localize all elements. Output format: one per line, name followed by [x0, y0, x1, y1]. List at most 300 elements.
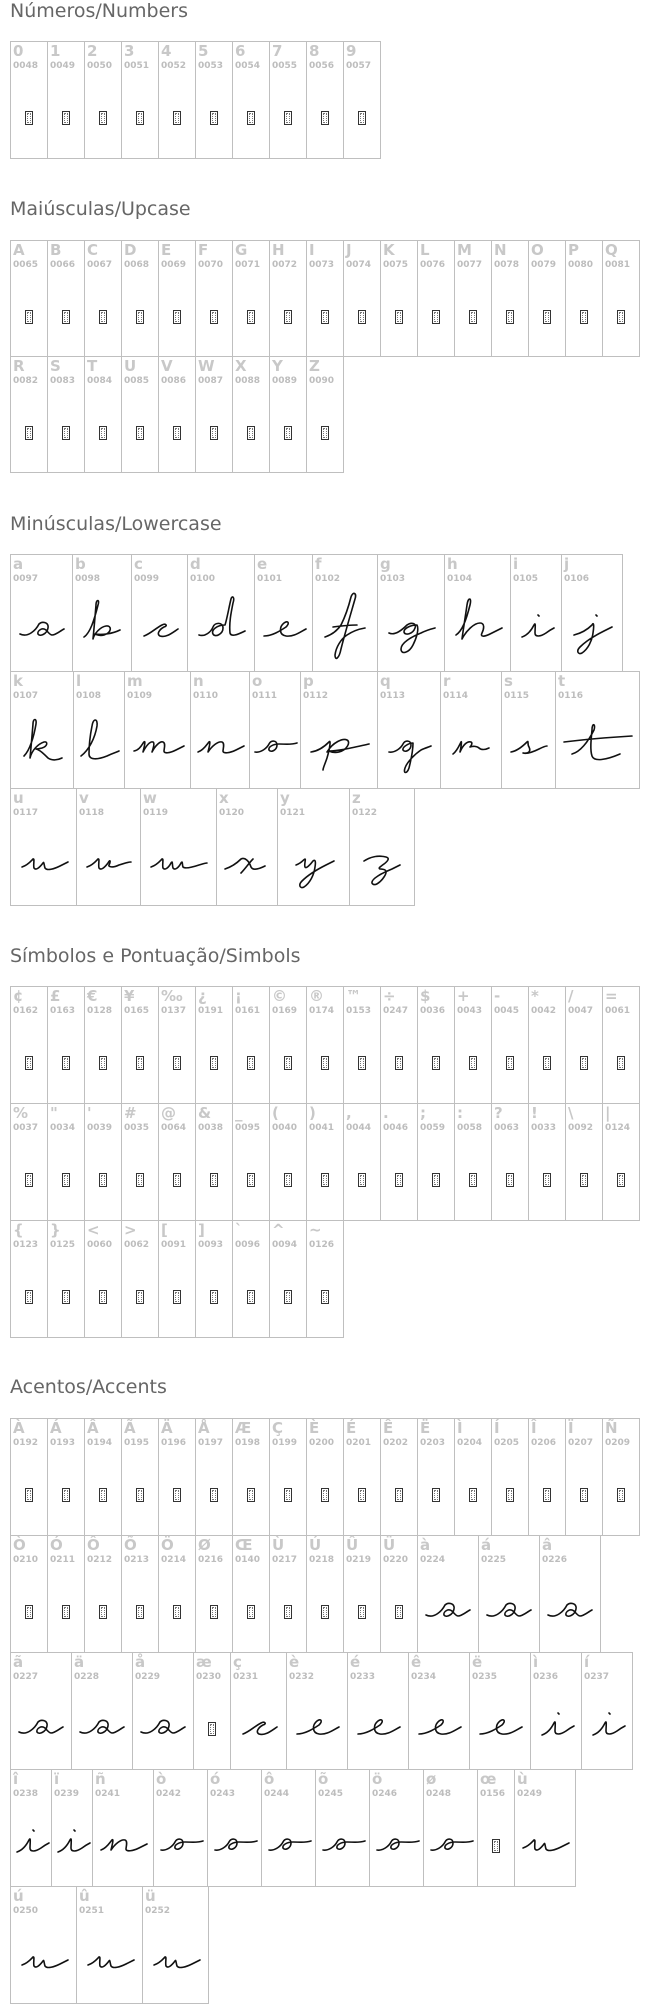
glyph-cell[interactable] — [84, 1220, 122, 1338]
glyph-cell[interactable] — [10, 1418, 48, 1536]
glyph-cell[interactable] — [477, 1769, 515, 1887]
glyph-cell[interactable] — [84, 356, 122, 473]
glyph-cell[interactable] — [195, 1535, 233, 1653]
missing-glyph-box-icon — [358, 1173, 366, 1187]
char-code: 0251 — [79, 1906, 105, 1916]
missing-glyph-box-icon — [617, 1056, 625, 1070]
glyph-cell[interactable] — [190, 671, 250, 789]
char-code: 0231 — [233, 1672, 259, 1682]
glyph-cell[interactable] — [417, 986, 455, 1104]
char-label: Ò — [13, 1536, 26, 1554]
char-label: x — [219, 789, 229, 807]
glyph-cell[interactable] — [10, 240, 48, 357]
glyph-cell[interactable] — [47, 240, 85, 357]
glyph-cell[interactable] — [261, 1769, 316, 1887]
glyph-cell[interactable] — [232, 1220, 270, 1338]
glyph-cell[interactable] — [454, 1418, 492, 1536]
section-title: Minúsculas/Lowercase — [10, 513, 222, 535]
missing-glyph-box-icon — [543, 1056, 551, 1070]
glyph-cell[interactable] — [47, 1418, 85, 1536]
char-label: ø — [426, 1770, 437, 1788]
glyph-cell[interactable] — [158, 240, 196, 357]
char-code: 0128 — [87, 1006, 113, 1016]
missing-glyph-icon — [85, 1023, 121, 1103]
glyph-cell[interactable] — [269, 1103, 307, 1221]
glyph-cell[interactable] — [232, 986, 270, 1104]
glyph-cell[interactable] — [315, 1769, 370, 1887]
char-code: 0076 — [420, 260, 446, 270]
char-code: 0094 — [272, 1240, 298, 1250]
char-code: 0112 — [303, 691, 329, 701]
glyph-cell[interactable] — [349, 788, 415, 906]
glyph-cell[interactable] — [121, 1103, 159, 1221]
missing-glyph-icon — [122, 1140, 158, 1220]
missing-glyph-icon — [381, 1140, 417, 1220]
glyph-cell[interactable] — [312, 554, 378, 672]
char-code: 0081 — [605, 260, 631, 270]
char-label: ] — [198, 1221, 205, 1239]
glyph-cell[interactable] — [158, 1220, 196, 1338]
glyph-cell[interactable] — [124, 671, 191, 789]
glyph-cell[interactable] — [408, 1652, 470, 1770]
glyph-cell[interactable] — [132, 1652, 194, 1770]
glyph-cell[interactable] — [121, 356, 159, 473]
glyph-drawing — [479, 1582, 539, 1642]
missing-glyph-icon — [529, 277, 565, 356]
glyph-cell[interactable] — [343, 986, 381, 1104]
glyph-cell[interactable] — [380, 1535, 418, 1653]
glyph-cell[interactable] — [454, 1103, 492, 1221]
glyph-cell[interactable] — [207, 1769, 262, 1887]
glyph-cell[interactable] — [380, 1103, 418, 1221]
glyph-cell[interactable] — [380, 240, 418, 357]
glyph-cell[interactable] — [121, 1535, 159, 1653]
missing-glyph-icon — [48, 1023, 84, 1103]
glyph-cell[interactable] — [254, 554, 313, 672]
glyph-cell[interactable] — [491, 240, 529, 357]
char-label: Ï — [568, 1419, 574, 1437]
glyph-cell[interactable] — [510, 554, 562, 672]
glyph-cell[interactable] — [417, 240, 455, 357]
char-code: 0196 — [161, 1438, 187, 1448]
glyph-cell[interactable] — [343, 1418, 381, 1536]
char-label: | — [605, 1104, 611, 1122]
missing-glyph-box-icon — [25, 1290, 33, 1304]
char-label: O — [531, 241, 544, 259]
glyph-cell[interactable] — [444, 554, 511, 672]
glyph-cell[interactable] — [300, 671, 378, 789]
char-label: ë — [472, 1653, 483, 1671]
char-code: 0071 — [235, 260, 261, 270]
glyph-cell[interactable] — [269, 1220, 307, 1338]
glyph-cell[interactable] — [232, 41, 270, 159]
missing-glyph-box-icon — [210, 426, 218, 440]
glyph-cell[interactable] — [380, 986, 418, 1104]
glyph-cell[interactable] — [269, 1418, 307, 1536]
glyph-cell[interactable] — [306, 986, 344, 1104]
char-code: 0049 — [50, 61, 76, 71]
script-glyph-c — [231, 1689, 286, 1769]
glyph-cell[interactable] — [528, 240, 566, 357]
glyph-cell[interactable] — [269, 356, 307, 473]
glyph-cell[interactable] — [187, 554, 255, 672]
char-label: Ê — [383, 1419, 394, 1437]
glyph-cell[interactable] — [10, 1103, 48, 1221]
glyph-cell[interactable] — [277, 788, 350, 906]
glyph-cell[interactable] — [377, 671, 441, 789]
glyph-cell[interactable] — [602, 1103, 640, 1221]
glyph-cell[interactable] — [478, 1535, 540, 1653]
glyph-cell[interactable] — [72, 554, 132, 672]
glyph-cell[interactable] — [84, 41, 122, 159]
missing-glyph-icon — [344, 1572, 380, 1652]
glyph-cell[interactable] — [47, 1103, 85, 1221]
missing-glyph-icon — [418, 1023, 454, 1103]
glyph-cell[interactable] — [269, 41, 307, 159]
glyph-cell[interactable] — [343, 240, 381, 357]
char-label: ‰ — [161, 987, 183, 1005]
char-code: 0197 — [198, 1438, 224, 1448]
missing-glyph-box-icon — [62, 1605, 70, 1619]
glyph-cell[interactable] — [153, 1769, 208, 1887]
glyph-cell[interactable] — [158, 1535, 196, 1653]
glyph-cell[interactable] — [539, 1535, 601, 1653]
char-code: 0163 — [50, 1006, 76, 1016]
glyph-cell[interactable] — [131, 554, 188, 672]
glyph-cell[interactable] — [565, 1418, 603, 1536]
glyph-cell[interactable] — [269, 986, 307, 1104]
char-code: 0115 — [504, 691, 530, 701]
glyph-cell[interactable] — [343, 1535, 381, 1653]
glyph-cell[interactable] — [469, 1652, 531, 1770]
missing-glyph-box-icon — [506, 1173, 514, 1187]
script-glyph-n — [191, 708, 249, 788]
script-glyph-u — [11, 1923, 76, 2003]
missing-glyph-box-icon — [506, 310, 514, 324]
glyph-cell[interactable] — [528, 1418, 566, 1536]
missing-glyph-box-icon — [580, 310, 588, 324]
glyph-cell[interactable] — [84, 986, 122, 1104]
script-glyph-q — [378, 708, 440, 788]
missing-glyph-icon — [48, 78, 84, 158]
missing-glyph-icon — [381, 1572, 417, 1652]
missing-glyph-icon — [307, 1572, 343, 1652]
glyph-drawing — [191, 601, 251, 661]
missing-glyph-icon — [566, 1140, 602, 1220]
glyph-cell[interactable] — [491, 1418, 529, 1536]
glyph-cell[interactable] — [343, 1103, 381, 1221]
char-label: t — [558, 672, 566, 690]
missing-glyph-icon — [603, 1023, 639, 1103]
glyph-cell[interactable] — [528, 1103, 566, 1221]
char-label: e — [257, 555, 268, 573]
char-code: 0153 — [346, 1006, 372, 1016]
glyph-cell[interactable] — [195, 240, 233, 357]
missing-glyph-box-icon — [25, 310, 33, 324]
glyph-cell[interactable] — [121, 240, 159, 357]
glyph-cell[interactable] — [380, 1418, 418, 1536]
char-label: [ — [161, 1221, 168, 1239]
glyph-cell[interactable] — [343, 41, 381, 159]
glyph-cell[interactable] — [142, 1886, 209, 2004]
glyph-cell[interactable] — [306, 1418, 344, 1536]
missing-glyph-box-icon — [284, 1173, 292, 1187]
glyph-cell[interactable] — [269, 1535, 307, 1653]
glyph-cell[interactable] — [158, 356, 196, 473]
char-code: 0206 — [531, 1438, 557, 1448]
char-label: I — [309, 241, 315, 259]
char-label: ì — [533, 1653, 539, 1671]
missing-glyph-box-icon — [580, 1056, 588, 1070]
glyph-cell[interactable] — [10, 671, 74, 789]
missing-glyph-box-icon — [173, 111, 181, 125]
glyph-cell[interactable] — [92, 1769, 154, 1887]
glyph-cell[interactable] — [47, 986, 85, 1104]
char-code: 0122 — [352, 808, 378, 818]
glyph-cell[interactable] — [491, 1103, 529, 1221]
missing-glyph-box-icon — [210, 1488, 218, 1502]
glyph-cell[interactable] — [10, 986, 48, 1104]
glyph-cell[interactable] — [602, 240, 640, 357]
char-label: Ë — [420, 1419, 431, 1437]
missing-glyph-icon — [492, 1023, 528, 1103]
char-code: 0126 — [309, 1240, 335, 1250]
glyph-cell[interactable] — [10, 1535, 48, 1653]
char-code: 0092 — [568, 1123, 594, 1133]
char-code: 0224 — [420, 1555, 446, 1565]
char-label: ^ — [272, 1221, 285, 1239]
missing-glyph-icon — [270, 277, 306, 356]
char-label: ä — [74, 1653, 85, 1671]
glyph-cell[interactable] — [10, 788, 77, 906]
char-label: : — [457, 1104, 463, 1122]
missing-glyph-icon — [418, 1140, 454, 1220]
char-label: á — [481, 1536, 492, 1554]
glyph-cell[interactable] — [10, 356, 48, 473]
missing-glyph-icon — [455, 1023, 491, 1103]
glyph-cell[interactable] — [10, 41, 48, 159]
char-label: W — [198, 357, 215, 375]
char-label: $ — [420, 987, 431, 1005]
glyph-cell[interactable] — [347, 1652, 409, 1770]
glyph-cell[interactable] — [47, 1220, 85, 1338]
glyph-cell[interactable] — [71, 1652, 133, 1770]
glyph-cell[interactable] — [232, 1535, 270, 1653]
glyph-cell[interactable] — [10, 1886, 77, 2004]
glyph-cell[interactable] — [158, 41, 196, 159]
glyph-cell[interactable] — [232, 1103, 270, 1221]
script-glyph-e — [470, 1689, 530, 1769]
glyph-cell[interactable] — [158, 1103, 196, 1221]
glyph-cell[interactable] — [269, 240, 307, 357]
char-code: 0210 — [13, 1555, 39, 1565]
section-title: Maiúsculas/Upcase — [10, 198, 191, 220]
char-code: 0118 — [79, 808, 105, 818]
char-code: 0093 — [198, 1240, 224, 1250]
char-code: 0097 — [13, 574, 39, 584]
char-label: é — [350, 1653, 361, 1671]
char-code: 0085 — [124, 376, 150, 386]
script-glyph-i — [511, 591, 561, 671]
missing-glyph-icon — [529, 1023, 565, 1103]
glyph-cell[interactable] — [454, 986, 492, 1104]
char-label: ö — [372, 1770, 383, 1788]
glyph-cell[interactable] — [195, 41, 233, 159]
glyph-cell[interactable] — [158, 986, 196, 1104]
glyph-cell[interactable] — [306, 1220, 344, 1338]
glyph-cell[interactable] — [216, 788, 278, 906]
glyph-cell[interactable] — [369, 1769, 424, 1887]
char-code: 0054 — [235, 61, 261, 71]
glyph-cell[interactable] — [195, 986, 233, 1104]
char-code: 0106 — [564, 574, 590, 584]
char-code: 0033 — [531, 1123, 557, 1133]
glyph-cell[interactable] — [565, 1103, 603, 1221]
script-glyph-e — [409, 1689, 469, 1769]
missing-glyph-box-icon — [321, 111, 329, 125]
glyph-cell[interactable] — [306, 1535, 344, 1653]
char-label: Q — [605, 241, 618, 259]
glyph-cell[interactable] — [84, 1103, 122, 1221]
glyph-cell[interactable] — [249, 671, 301, 789]
char-code: 0207 — [568, 1438, 594, 1448]
char-code: 0057 — [346, 61, 372, 71]
char-label: E — [161, 241, 172, 259]
char-label: 5 — [198, 42, 209, 60]
glyph-cell[interactable] — [121, 986, 159, 1104]
glyph-cell[interactable] — [232, 1418, 270, 1536]
missing-glyph-box-icon — [321, 1056, 329, 1070]
char-code: 0061 — [605, 1006, 631, 1016]
glyph-cell[interactable] — [193, 1652, 231, 1770]
glyph-cell[interactable] — [84, 1418, 122, 1536]
missing-glyph-icon — [159, 1257, 195, 1337]
glyph-drawing — [151, 1816, 211, 1876]
glyph-cell[interactable] — [195, 356, 233, 473]
glyph-cell[interactable] — [306, 356, 344, 473]
glyph-cell[interactable] — [514, 1769, 576, 1887]
char-code: 0059 — [420, 1123, 446, 1133]
missing-glyph-icon — [492, 1140, 528, 1220]
glyph-cell[interactable] — [555, 671, 640, 789]
char-label: æ — [196, 1653, 212, 1671]
glyph-cell[interactable] — [51, 1769, 93, 1887]
glyph-cell[interactable] — [232, 240, 270, 357]
script-glyph-s — [502, 708, 555, 788]
char-label: Ü — [383, 1536, 396, 1554]
glyph-cell[interactable] — [47, 1535, 85, 1653]
glyph-cell[interactable] — [440, 671, 502, 789]
glyph-drawing — [568, 718, 628, 778]
missing-glyph-icon — [344, 1023, 380, 1103]
glyph-cell[interactable] — [73, 671, 125, 789]
char-label: " — [50, 1104, 58, 1122]
glyph-cell[interactable] — [423, 1769, 478, 1887]
char-code: 0091 — [161, 1240, 187, 1250]
glyph-cell[interactable] — [195, 1220, 233, 1338]
glyph-cell[interactable] — [84, 240, 122, 357]
script-glyph-c — [132, 591, 187, 671]
glyph-cell[interactable] — [528, 986, 566, 1104]
missing-glyph-icon — [11, 393, 47, 472]
glyph-cell[interactable] — [230, 1652, 287, 1770]
glyph-cell[interactable] — [121, 1220, 159, 1338]
glyph-cell[interactable] — [121, 41, 159, 159]
glyph-cell[interactable] — [121, 1418, 159, 1536]
missing-glyph-icon — [48, 277, 84, 356]
glyph-cell[interactable] — [306, 41, 344, 159]
glyph-cell[interactable] — [306, 1103, 344, 1221]
glyph-cell[interactable] — [158, 1418, 196, 1536]
missing-glyph-icon — [603, 277, 639, 356]
glyph-cell[interactable] — [417, 1418, 455, 1536]
glyph-cell[interactable] — [84, 1535, 122, 1653]
glyph-drawing — [577, 1699, 637, 1759]
glyph-cell[interactable] — [195, 1103, 233, 1221]
glyph-cell[interactable] — [10, 554, 73, 672]
glyph-cell[interactable] — [195, 1418, 233, 1536]
missing-glyph-box-icon — [395, 1056, 403, 1070]
glyph-cell[interactable] — [565, 986, 603, 1104]
missing-glyph-icon — [159, 393, 195, 472]
glyph-drawing — [229, 1699, 289, 1759]
script-glyph-o — [262, 1806, 315, 1886]
glyph-cell[interactable] — [602, 1418, 640, 1536]
glyph-drawing — [352, 835, 412, 895]
glyph-cell[interactable] — [76, 788, 141, 906]
glyph-drawing — [205, 1816, 265, 1876]
char-label: ¿ — [198, 987, 207, 1005]
glyph-cell[interactable] — [581, 1652, 633, 1770]
glyph-cell[interactable] — [10, 1652, 72, 1770]
char-label: * — [531, 987, 539, 1005]
char-code: 0105 — [513, 574, 539, 584]
missing-glyph-icon — [270, 1257, 306, 1337]
glyph-cell[interactable] — [561, 554, 623, 672]
glyph-cell[interactable] — [377, 554, 445, 672]
glyph-cell[interactable] — [417, 1535, 479, 1653]
glyph-cell[interactable] — [491, 986, 529, 1104]
glyph-cell[interactable] — [501, 671, 556, 789]
glyph-cell[interactable] — [47, 41, 85, 159]
glyph-cell[interactable] — [286, 1652, 348, 1770]
glyph-cell[interactable] — [76, 1886, 143, 2004]
char-code: 0124 — [605, 1123, 631, 1133]
glyph-cell[interactable] — [47, 356, 85, 473]
glyph-cell[interactable] — [602, 986, 640, 1104]
missing-glyph-icon — [159, 1140, 195, 1220]
missing-glyph-icon — [122, 1257, 158, 1337]
char-code: 0037 — [13, 1123, 39, 1133]
glyph-cell[interactable] — [10, 1220, 48, 1338]
glyph-cell[interactable] — [306, 240, 344, 357]
glyph-cell[interactable] — [417, 1103, 455, 1221]
glyph-cell[interactable] — [565, 240, 603, 357]
char-label: ? — [494, 1104, 503, 1122]
glyph-cell[interactable] — [232, 356, 270, 473]
char-code: 0052 — [161, 61, 187, 71]
glyph-cell[interactable] — [140, 788, 217, 906]
missing-glyph-icon — [233, 1140, 269, 1220]
char-code: 0099 — [134, 574, 160, 584]
glyph-row — [10, 41, 380, 159]
missing-glyph-box-icon — [247, 1173, 255, 1187]
char-code: 0060 — [87, 1240, 113, 1250]
glyph-cell[interactable] — [454, 240, 492, 357]
char-code: 0055 — [272, 61, 298, 71]
glyph-cell[interactable] — [530, 1652, 582, 1770]
char-code: 0082 — [13, 376, 39, 386]
